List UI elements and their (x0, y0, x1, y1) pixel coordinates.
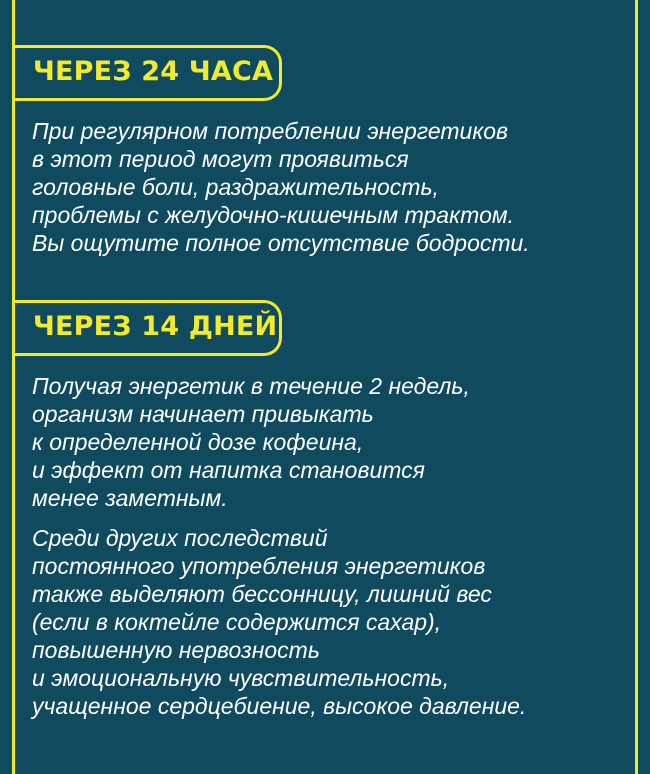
section-24-hours (12, 45, 638, 269)
text-line: Среди других последствий (32, 525, 328, 551)
text-line: (если в коктейле содержится сахар), (32, 609, 442, 635)
text-line: Вы ощутите полное отсутствие бодрости. (32, 230, 530, 256)
text-line: также выделяют бессонницу, лишний вес (32, 581, 492, 607)
section-body (32, 372, 638, 720)
text-line: постоянного употребления энергетиков (32, 553, 486, 579)
text-line: При регулярном потреблении энергетиков (32, 118, 508, 144)
text-line: головные боли, раздражительность, (32, 174, 439, 200)
paragraph (32, 524, 638, 720)
section-header (12, 45, 638, 101)
text-line: менее заметным. (32, 485, 228, 511)
text-line: учащенное сердцебиение, высокое давление. (32, 693, 527, 719)
section-header (12, 300, 638, 356)
text-line: повышенную нервозность (32, 637, 320, 663)
text-line: и эффект от напитка становится (32, 457, 425, 483)
section-14-days (12, 300, 638, 732)
text-line: и эмоциональную чувствительность, (32, 665, 450, 691)
text-line: в этот период могут проявиться (32, 146, 409, 172)
section-heading: ЧЕРЕЗ 24 ЧАСА (33, 56, 274, 87)
text-line: Получая энергетик в течение 2 недель, (32, 373, 470, 399)
text-line: проблемы с желудочно-кишечным трактом. (32, 202, 515, 228)
text-line: организм начинает привыкать (32, 401, 374, 427)
paragraph (32, 117, 638, 257)
section-heading: ЧЕРЕЗ 14 ДНЕЙ (33, 311, 278, 342)
section-body (32, 117, 638, 257)
text-line: к определенной дозе кофеина, (32, 429, 364, 455)
paragraph (32, 372, 638, 512)
